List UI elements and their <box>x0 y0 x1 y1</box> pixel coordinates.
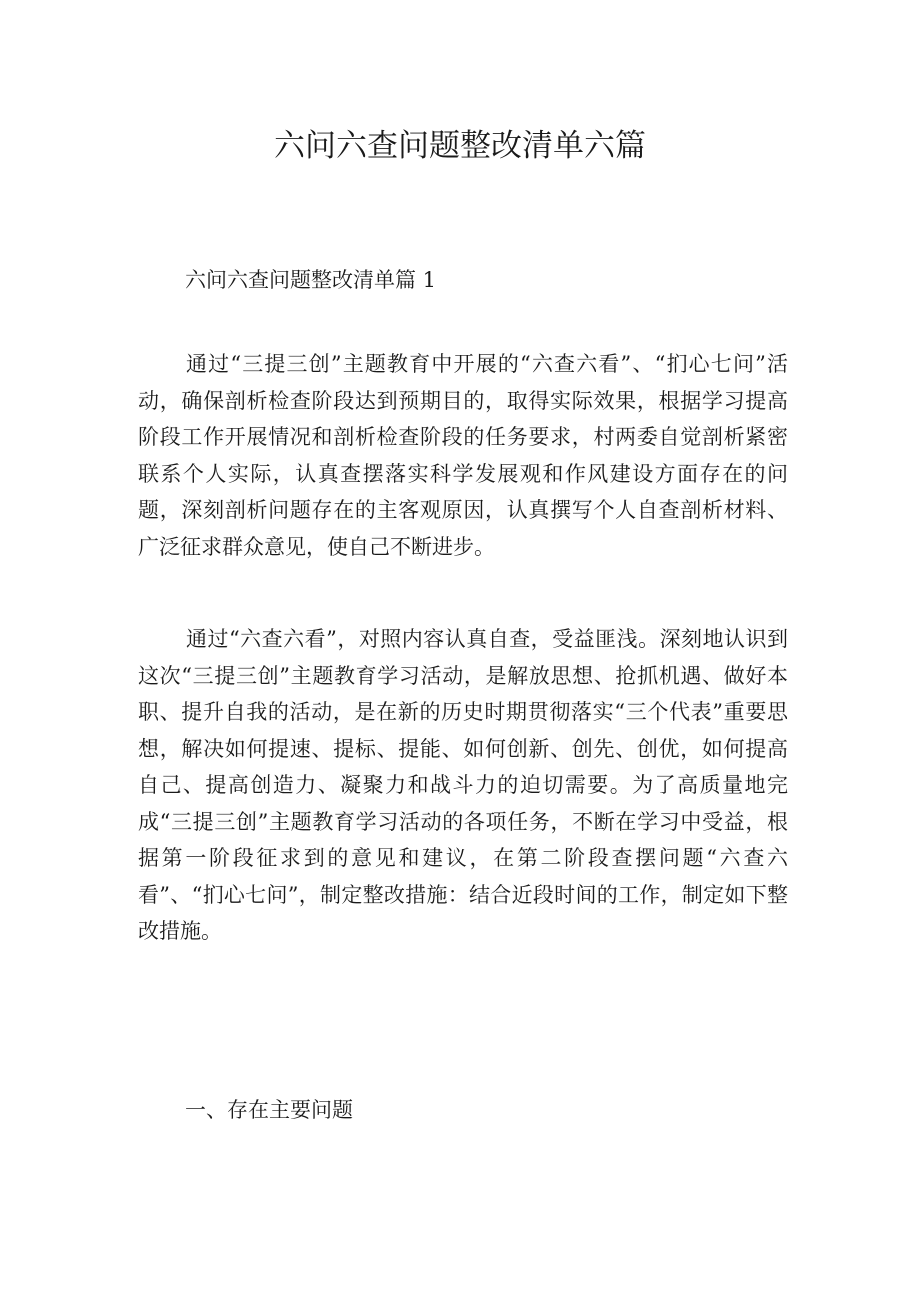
section-heading: 一、存在主要问题 <box>185 1098 353 1122</box>
paragraph-1: 通过“三提三创”主题教育中开展的“六查六看”、“扪心七问”活动，确保剖析检查阶段达到预期目的，取得实际效果，根据学习提高阶段工作开展情况和剖析检查阶段的任务要求，村两委自觉剖析紧密联系个人实际，认真查摆落实科学发展观和作风建设方面存在的问题，深刻剖析问题存在的主客观原因，认真撰写个人自查剖析材料、广泛征求群众意见，使自己不断进步。 <box>138 352 788 559</box>
paragraph-2: 通过“六查六看”，对照内容认真自查，受益匪浅。深刻地认识到这次“三提三创”主题教育学习活动，是解放思想、抢抓机遇、做好本职、提升自我的活动，是在新的历史时期贯彻落实“三个代表”重要思想，解决如何提速、提标、提能、如何创新、创先、创优，如何提高自己、提高创造力、凝聚力和战斗力的迫切需要。为了高质量地完成“三提三创”主题教育学习活动的各项任务，不断在学习中受益，根据第一阶段征求到的意见和建议，在第二阶段查摆问题“六查六看”、“扪心七问”，制定整改措施：结合近段时间的工作，制定如下整改措施。 <box>138 627 788 943</box>
document-subtitle: 六问六查问题整改清单篇 1 <box>185 268 437 292</box>
document-title: 六问六查问题整改清单六篇 <box>274 128 646 164</box>
